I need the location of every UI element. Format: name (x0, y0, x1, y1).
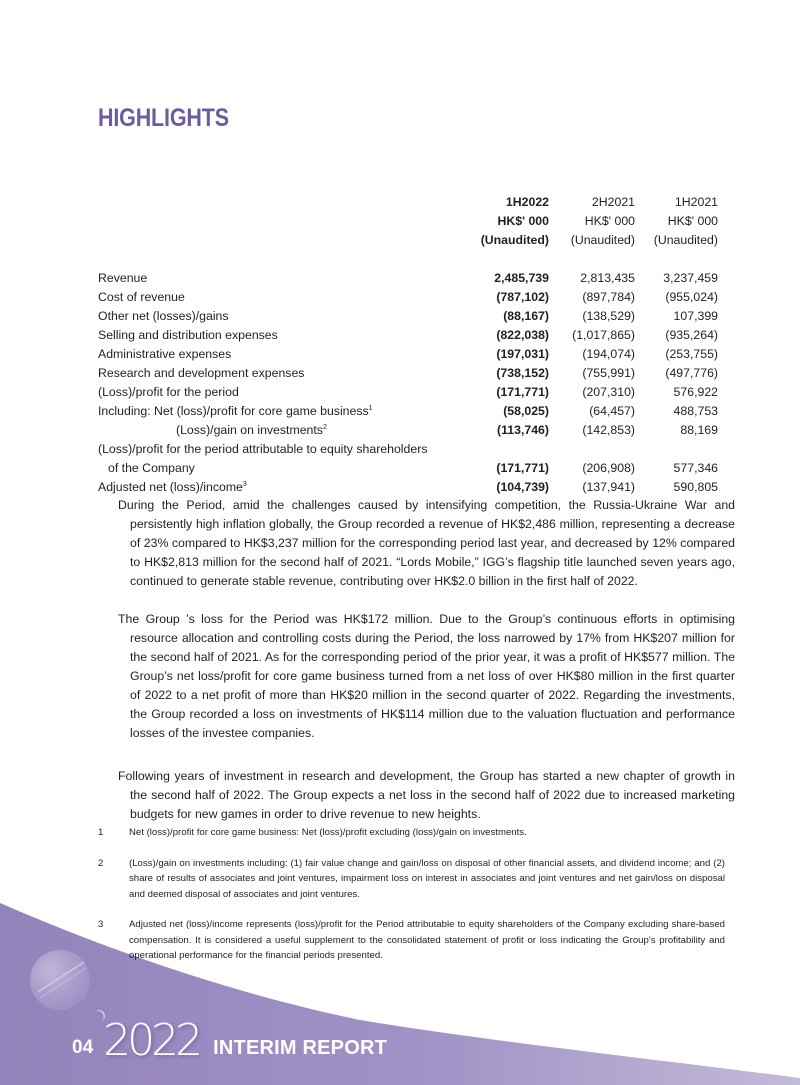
footnote-marker: 3 (242, 481, 247, 488)
table-row (98, 326, 718, 345)
value-1h2021: 590,805 (673, 480, 718, 494)
planet-icon (30, 950, 90, 1010)
header-row-status (98, 231, 718, 250)
report-label: INTERIM REPORT (213, 1037, 388, 1059)
value-2h2021: (207,310) (582, 385, 635, 399)
footnote-2 (98, 856, 725, 903)
financial-highlights-table (98, 193, 718, 497)
row-label: of the Company (108, 461, 195, 475)
paragraph-revenue: During the Period, amid the challenges caused by intensifying competition, the Russia-Ukraine War and persistently high inflation globally, the Group recorded a revenue of HK$2,486 million, representing a decrease of 23% compared to HK$3,237 million for the corresponding period last year, and decreased by 12% compared to HK$2,813 million for the second half of 2021. “Lords Mobile,” IGG’s flagship title launched seven years ago, continued to generate stable revenue, contributing over HK$2.0 billion in the first half of 2022. (118, 498, 735, 588)
value-1h2022: (104,739) (496, 480, 549, 494)
header-2h2021: 2H2021 (591, 195, 635, 209)
value-1h2021: 3,237,459 (663, 271, 718, 285)
page-title: HIGHLIGHTS (98, 104, 229, 132)
row-label: Selling and distribution expenses (98, 328, 278, 342)
row-label: Research and development expenses (98, 366, 305, 380)
table-row (98, 478, 718, 497)
value-1h2021: (253,755) (665, 347, 718, 361)
footnote-number: 1 (98, 827, 104, 838)
row-label-with-footnote: Adjusted net (loss)/income$^3$ (98, 480, 247, 494)
value-2h2021: (137,941) (582, 480, 635, 494)
header-status: (Unaudited) (570, 233, 635, 247)
value-2h2021: (206,908) (582, 461, 635, 475)
page-footer (72, 1013, 388, 1066)
value-1h2022: (197,031) (496, 347, 549, 361)
value-1h2022: (171,771) (496, 461, 549, 475)
value-1h2022: (113,746) (497, 423, 549, 437)
value-1h2022: (822,038) (496, 328, 549, 342)
paragraph-outlook: Following years of investment in research and development, the Group has started a new chapter of growth in the second half of 2022. The Group expects a net loss in the second half of 2022 due to increased marketing budgets for new games in order to drive revenue to new heights. (118, 769, 735, 821)
table-row (98, 440, 718, 459)
value-2h2021: 2,813,435 (580, 271, 635, 285)
table-row (98, 288, 718, 307)
row-label: (Loss)/profit for the period attributable to equity shareholders (98, 442, 428, 456)
value-1h2022: (58,025) (503, 404, 549, 418)
value-1h2021: 488,753 (673, 404, 718, 418)
row-label: (Loss)/profit for the period (98, 385, 239, 399)
value-1h2021: 107,399 (673, 309, 718, 323)
header-row-currency (98, 212, 718, 231)
value-2h2021: (194,074) (582, 347, 635, 361)
footnote-marker: 1 (368, 405, 373, 412)
value-2h2021: (138,529) (582, 309, 635, 323)
page-number: 04 (72, 1037, 94, 1058)
table-row (98, 402, 718, 421)
footnote-text: Adjusted net (loss)/income represents (loss)/profit for the Period attributable to equity shareholders of the Company excluding share-based compensation. It is considered a useful supplement to the consolidated statement of profit or loss indicating the Group's profitability and operational performance for the financial periods presented. (129, 919, 725, 961)
paragraph-loss: The Group ’s loss for the Period was HK$172 million. Due to the Group’s continuous efforts in optimising resource allocation and controlling costs during the Period, the loss narrowed by 17% from HK$207 million for the second half of 2021. As for the corresponding period of the prior year, it was a profit of HK$577 million. The Group’s net loss/profit for core game business turned from a net loss of over HK$80 million in the first quarter of 2022 to a net profit of more than HK$20 million in the second quarter of 2022. Regarding the investments, the Group recorded a loss on investments of HK$114 million due to the valuation fluctuation and performance losses of the investee companies. (118, 612, 735, 740)
value-2h2021: (755,991) (582, 366, 635, 380)
table-row (98, 269, 718, 288)
value-1h2022: (738,152) (496, 366, 549, 380)
header-status: (Unaudited) (653, 233, 718, 247)
footnote-marker: 2 (322, 424, 327, 431)
footnotes (98, 825, 725, 979)
value-1h2021: 577,346 (673, 461, 718, 475)
value-1h2022: (171,771) (496, 385, 549, 399)
header-currency: HK$' 000 (497, 214, 549, 228)
row-label-with-footnote: Including: Net (loss)/profit for core game business$^1$ (98, 404, 373, 418)
value-2h2021: (897,784) (582, 290, 635, 304)
value-1h2021: (935,264) (665, 328, 718, 342)
footnote-3 (98, 917, 725, 964)
value-1h2022: 2,485,739 (494, 271, 549, 285)
header-1h2022: 1H2022 (505, 195, 549, 209)
value-1h2022: (787,102) (496, 290, 549, 304)
value-1h2021: (955,024) (665, 290, 718, 304)
value-1h2021: (497,776) (665, 366, 718, 380)
report-year: 2022 (103, 1015, 200, 1066)
table-row (98, 307, 718, 326)
header-1h2021: 1H2021 (674, 195, 718, 209)
value-1h2021: 88,169 (680, 423, 718, 437)
table-row (98, 345, 718, 364)
row-label: Cost of revenue (98, 290, 185, 304)
value-1h2022: (88,167) (503, 309, 549, 323)
header-currency: HK$' 000 (667, 214, 718, 228)
value-2h2021: (1,017,865) (572, 328, 635, 342)
table-row (98, 421, 718, 440)
header-status: (Unaudited) (480, 233, 549, 247)
row-label: Other net (losses)/gains (98, 309, 229, 323)
row-label: Revenue (98, 271, 148, 285)
footnote-number: 3 (98, 919, 104, 930)
table-row (98, 383, 718, 402)
footnote-1 (98, 825, 725, 841)
table-header (98, 193, 718, 250)
row-label-with-footnote: (Loss)/gain on investments$^2$ (176, 423, 327, 437)
footnote-text: (Loss)/gain on investments including: (1) fair value change and gain/loss on disposal of other financial assets, and dividend income; and (2) share of results of associates and joint ventures, impairment loss on interest in associates and joint ventures and net gain/loss on disposal and deemed disposal of associates and joint ventures. (129, 857, 725, 900)
table-row (98, 364, 718, 383)
value-1h2021: 576,922 (673, 385, 718, 399)
row-label: Administrative expenses (98, 347, 232, 361)
footnote-number: 2 (98, 857, 104, 869)
table-row (98, 459, 718, 478)
footnote-text: Net (loss)/profit for core game business: Net (loss)/profit excluding (loss)/gain on investments. (129, 827, 527, 838)
header-row-period (98, 193, 718, 212)
value-2h2021: (142,853) (582, 423, 635, 437)
header-currency: HK$' 000 (584, 214, 635, 228)
value-2h2021: (64,457) (589, 404, 635, 418)
